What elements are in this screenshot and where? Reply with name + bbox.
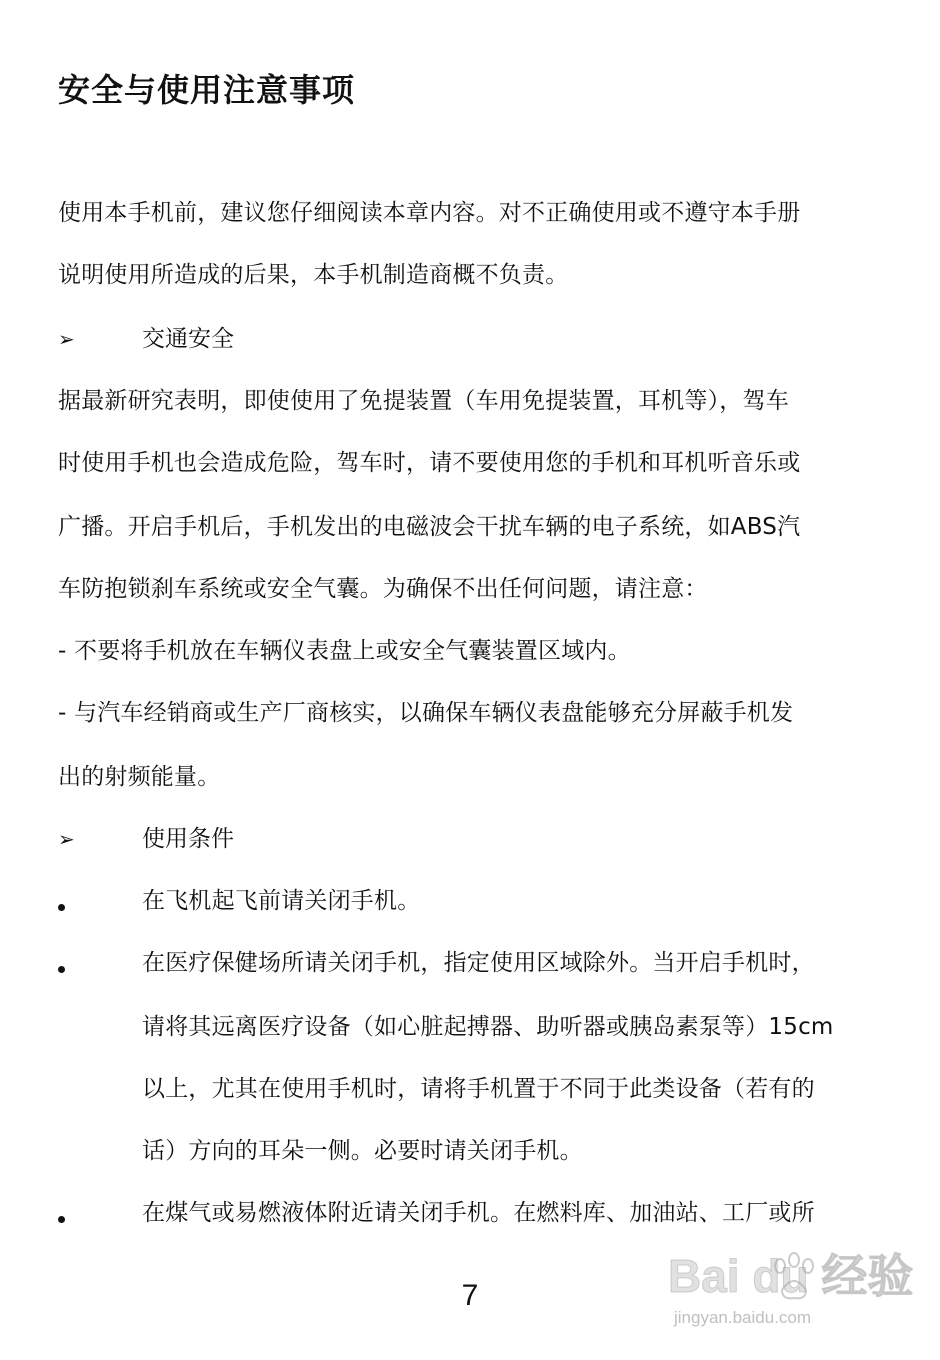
baidu-jingyan-watermark — [668, 1246, 928, 1356]
intro-line: 使用本手机前，建议您仔细阅读本章内容。对不正确使用或不遵守本手册 — [58, 200, 801, 226]
bullet-item-line: 请将其远离医疗设备（如心脏起搏器、助听器或胰岛素泵等）15cm — [142, 1014, 834, 1040]
bullet-item-line: 在医疗保健场所请关闭手机，指定使用区域除外。当开启手机时， — [142, 950, 815, 976]
bullet-item-line: 在飞机起飞前请关闭手机。 — [142, 888, 421, 914]
paragraph-line: 时使用手机也会造成危险，驾车时，请不要使用您的手机和耳机听音乐或 — [58, 450, 801, 476]
bullet-item-line: 以上，尤其在使用手机时，请将手机置于不同于此类设备（若有的 — [142, 1076, 815, 1102]
section-heading-usage: 使用条件 — [142, 826, 234, 852]
section-heading-traffic: 交通安全 — [142, 326, 234, 352]
dash-item: - 不要将手机放在车辆仪表盘上或安全气囊装置区域内。 — [58, 638, 631, 664]
page-title: 安全与使用注意事项 — [58, 71, 356, 109]
bullet-dot-icon — [58, 904, 65, 911]
paragraph-line: 广播。开启手机后，手机发出的电磁波会干扰车辆的电子系统，如ABS汽 — [58, 514, 801, 540]
intro-line: 说明使用所造成的后果，本手机制造商概不负责。 — [58, 262, 569, 288]
paw-icon — [766, 1250, 822, 1306]
paragraph-line: 车防抱锁刹车系统或安全气囊。为确保不出任何问题，请注意： — [58, 576, 708, 602]
bullet-dot-icon — [58, 1216, 65, 1223]
watermark-url: jingyan.baidu.com — [674, 1308, 812, 1327]
arrow-bullet-icon: ➢ — [58, 827, 75, 851]
bullet-item-line: 话）方向的耳朵一侧。必要时请关闭手机。 — [142, 1138, 583, 1164]
dash-item: - 与汽车经销商或生产厂商核实，以确保车辆仪表盘能够充分屏蔽手机发 — [58, 700, 794, 726]
watermark-logo-text: Bai du 经验 — [668, 1250, 914, 1302]
page-number: 7 — [461, 1279, 479, 1312]
bullet-item-line: 在煤气或易燃液体附近请关闭手机。在燃料库、加油站、工厂或所 — [142, 1200, 815, 1226]
bullet-dot-icon — [58, 966, 65, 973]
paragraph-line: 据最新研究表明，即使使用了免提装置（车用免提装置，耳机等），驾车 — [58, 388, 789, 414]
dash-item-continuation: 出的射频能量。 — [58, 764, 221, 790]
arrow-bullet-icon: ➢ — [58, 327, 75, 351]
